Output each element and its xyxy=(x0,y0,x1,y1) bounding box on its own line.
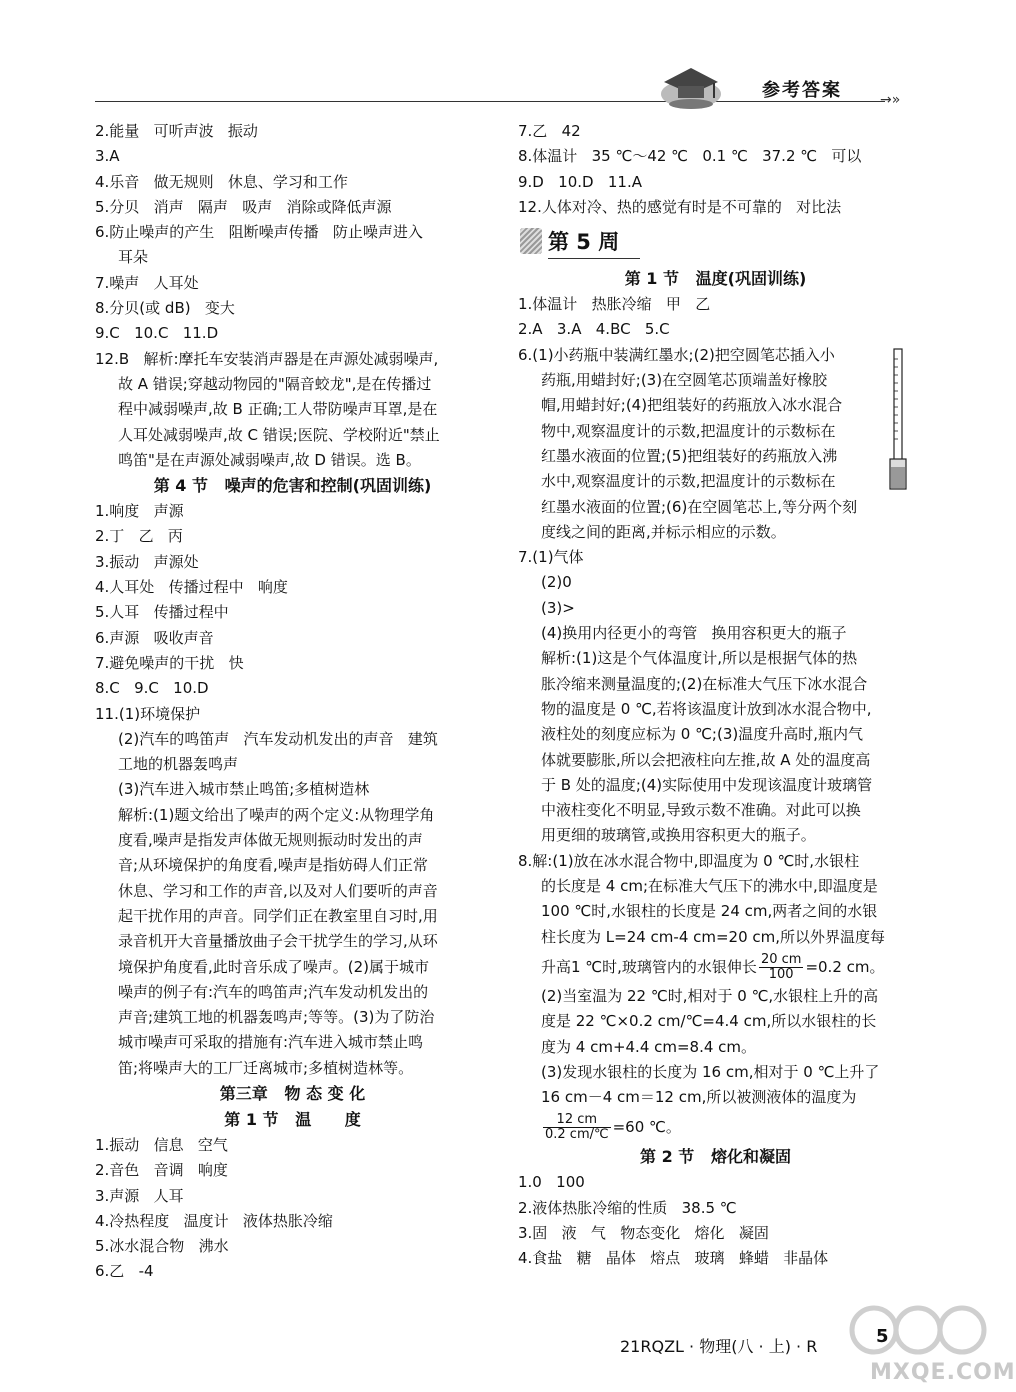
arrow-icon: →» xyxy=(880,92,901,108)
answer-line: 1.响度 声源 xyxy=(95,502,184,521)
answer-line: 工地的机器轰鸣声 xyxy=(118,755,239,774)
answer-line: 的长度是 4 cm;在标准大气压下的沸水中,即温度是 xyxy=(541,877,878,896)
answer-line: (3)汽车进入城市禁止鸣笛;多植树造林 xyxy=(118,780,370,799)
section-heading: 第 1 节 温度(巩固训练) xyxy=(624,269,807,289)
answer-line: 3.声源 人耳 xyxy=(95,1186,184,1205)
answer-line: 耳朵 xyxy=(118,248,149,267)
answer-text: =0.2 cm。 xyxy=(805,957,885,976)
answer-line: (4)换用内径更小的弯管 换用容积更大的瓶子 xyxy=(541,624,847,643)
answer-line: 9.C 10.C 11.D xyxy=(95,324,219,343)
section-heading: 第三章 物 态 变 化 xyxy=(219,1083,366,1103)
answer-line: 药瓶,用蜡封好;(3)在空圆笔芯顶端盖好橡胶 xyxy=(541,371,828,390)
fraction-numerator: 20 cm xyxy=(760,951,802,967)
answer-line: 度为 4 cm+4.4 cm=8.4 cm。 xyxy=(541,1037,757,1056)
answer-line: 12.人体对冷、热的感觉有时是不可靠的 对比法 xyxy=(518,197,842,216)
section-heading: 第 2 节 熔化和凝固 xyxy=(640,1147,791,1167)
page-number: 5 xyxy=(876,1326,889,1347)
answer-line: 7.噪声 人耳处 xyxy=(95,273,199,292)
answer-line: 声音;建筑工地的机器轰鸣声;等等。(3)为了防治 xyxy=(118,1008,435,1027)
answer-line: 2.液体热胀冷缩的性质 38.5 ℃ xyxy=(518,1198,737,1217)
answer-line: 度看,噪声是指发声体做无规则振动时发出的声 xyxy=(118,831,423,850)
fraction xyxy=(543,1113,611,1142)
fraction xyxy=(759,953,804,982)
fraction-denominator: 0.2 cm/℃ xyxy=(545,1127,609,1143)
answer-line: (3)发现水银柱的长度为 16 cm,相对于 0 ℃上升了 xyxy=(541,1062,880,1081)
watermark-text: MXQE.COM xyxy=(870,1360,1016,1385)
answer-line: 5.分贝 消声 隔声 吸声 消除或降低声源 xyxy=(95,197,392,216)
fraction-numerator: 12 cm xyxy=(543,1113,611,1128)
answer-line: 鸣笛"是在声源处减弱噪声,故 D 错误。选 B。 xyxy=(118,450,421,469)
answer-line: 7.乙 42 xyxy=(518,122,581,140)
answer-line: 9.D 10.D 11.A xyxy=(518,172,642,191)
right-column xyxy=(518,119,913,1272)
graduation-cap-icon xyxy=(656,60,726,112)
week-underline xyxy=(548,258,640,259)
answer-line: (2)0 xyxy=(541,573,572,592)
week-label: 第 5 周 xyxy=(548,230,620,255)
left-column xyxy=(95,119,490,1285)
answer-line: 100 ℃时,水银柱的长度是 24 cm,两者之间的水银 xyxy=(541,902,878,921)
answer-line: 度是 22 ℃×0.2 cm/℃=4.4 cm,所以水银柱的长 xyxy=(541,1012,877,1031)
answer-line: 2.丁 乙 丙 xyxy=(95,527,183,546)
answer-line: 解析:(1)这是个气体温度计,所以是根据气体的热 xyxy=(541,649,858,668)
answer-line: 8.解:(1)放在冰水混合物中,即温度为 0 ℃时,水银柱 xyxy=(518,851,860,870)
answer-line: 8.分贝(或 dB) 变大 xyxy=(95,299,235,318)
answer-line: 体就要膨胀,所以会把液柱向左推,故 A 处的温度高 xyxy=(541,750,871,769)
answer-line: 3.固 液 气 物态变化 熔化 凝固 xyxy=(518,1223,769,1242)
answer-line: 用更细的玻璃管,或换用容积更大的瓶子。 xyxy=(541,826,816,845)
answer-line: 程中减弱噪声,故 B 正确;工人带防噪声耳罩,是在 xyxy=(118,400,438,419)
answer-line: (2)汽车的鸣笛声 汽车发动机发出的声音 建筑 xyxy=(118,729,438,748)
week-badge-icon xyxy=(520,228,542,254)
right-top-answers xyxy=(518,119,913,220)
answer-line: 音;从环境保护的角度看,噪声是指妨碍人们正常 xyxy=(118,856,428,875)
answer-line: 于 B 处的温度;(4)实际使用中发现该温度计玻璃管 xyxy=(541,775,873,794)
answer-text: 升高1 ℃时,玻璃管内的水银伸长 xyxy=(541,957,757,976)
answer-line xyxy=(518,1110,913,1144)
section-heading: 第 1 节 温 度 xyxy=(224,1109,361,1129)
answer-line: 噪声的例子有:汽车的鸣笛声;汽车发动机发出的 xyxy=(118,982,429,1001)
answer-line: 2.能量 可听声波 振动 xyxy=(95,122,258,140)
answer-line: 度线之间的距离,并标示相应的示数。 xyxy=(541,522,786,541)
answer-line: 水中,观察温度计的示数,把温度计的示数标在 xyxy=(541,472,836,491)
answer-line: 起干扰作用的声音。同学们正在教室里自习时,用 xyxy=(118,906,438,925)
answer-line: 6.防止噪声的产生 阻断噪声传播 防止噪声进入 xyxy=(95,223,423,242)
answer-line: (2)当室温为 22 ℃时,相对于 0 ℃,水银柱上升的高 xyxy=(541,986,879,1005)
answer-line: 物中,观察温度计的示数,把温度计的示数标在 xyxy=(541,421,836,440)
answer-line xyxy=(518,950,913,984)
footer-code: 21RQZL · 物理(八 · 上) · R xyxy=(620,1337,818,1356)
answer-line: 5.冰水混合物 沸水 xyxy=(95,1237,229,1256)
answer-line: 4.食盐 糖 晶体 熔点 玻璃 蜂蜡 非晶体 xyxy=(518,1249,829,1268)
answer-line: 物的温度是 0 ℃,若将该温度计放到冰水混合物中, xyxy=(541,699,872,718)
answer-line: 柱长度为 L=24 cm-4 cm=20 cm,所以外界温度每 xyxy=(541,927,886,946)
answer-line: 5.人耳 传播过程中 xyxy=(95,603,229,622)
answer-line: 液柱处的刻度应标为 0 ℃;(3)温度升高时,瓶内气 xyxy=(541,725,863,744)
answer-line: 6.声源 吸收声音 xyxy=(95,628,214,647)
answer-line: 休息、学习和工作的声音,以及对人们要听的声音 xyxy=(118,881,438,900)
answer-line: 中液柱变化不明显,导致示数不准确。对此可以换 xyxy=(541,801,861,820)
thermometer-diagram xyxy=(885,347,911,492)
answer-line: 4.冷热程度 温度计 液体热胀冷缩 xyxy=(95,1211,333,1230)
answer-line: 6.(1)小药瓶中装满红墨水;(2)把空圆笔芯插入小 xyxy=(518,345,835,364)
answer-line: 11.(1)环境保护 xyxy=(95,704,201,723)
answer-line: 1.振动 信息 空气 xyxy=(95,1135,228,1154)
answer-line: 4.乐音 做无规则 休息、学习和工作 xyxy=(95,172,348,191)
answer-line: 红墨水液面的位置;(5)把组装好的药瓶放入沸 xyxy=(541,446,838,465)
answer-line: 胀冷缩来测量温度的;(2)在标准大气压下冰水混合 xyxy=(541,674,868,693)
answer-line: 境保护角度看,此时音乐成了噪声。(2)属于城市 xyxy=(118,957,430,976)
answer-line: 16 cm－4 cm＝12 cm,所以被测液体的温度为 xyxy=(541,1088,857,1107)
answer-line: (3)> xyxy=(541,598,575,617)
answer-line: 4.人耳处 传播过程中 响度 xyxy=(95,578,288,597)
answer-line: 8.C 9.C 10.D xyxy=(95,679,209,698)
answer-line: 2.音色 音调 响度 xyxy=(95,1161,228,1180)
answer-line: 3.A xyxy=(95,147,120,166)
answer-line: 录音机开大音量播放曲子会干扰学生的学习,从环 xyxy=(118,932,438,951)
answer-line: 1.体温计 热胀冷缩 甲 乙 xyxy=(518,295,711,314)
fraction-denominator: 100 xyxy=(768,966,794,982)
answer-line: 7.避免噪声的干扰 快 xyxy=(95,653,244,672)
answer-line: 8.体温计 35 ℃～42 ℃ 0.1 ℃ 37.2 ℃ 可以 xyxy=(518,147,862,166)
answer-line: 城市噪声可采取的措施有:汽车进入城市禁止鸣 xyxy=(118,1033,424,1052)
section-heading: 第 4 节 噪声的危害和控制(巩固训练) xyxy=(153,476,432,496)
answer-line: 解析:(1)题文给出了噪声的两个定义:从物理学角 xyxy=(118,805,435,824)
answer-line: 12.B 解析:摩托车安装消声器是在声源处减弱噪声, xyxy=(95,349,439,368)
answer-line: 故 A 错误;穿越动物园的"隔音蛟龙",是在传播过 xyxy=(118,374,432,393)
week-header xyxy=(518,224,913,264)
answer-line: 笛;将噪声大的工厂迁离城市;多植树造林等。 xyxy=(118,1058,414,1077)
answer-line: 帽,用蜡封好;(4)把组装好的药瓶放入冰水混合 xyxy=(541,396,843,415)
answer-line: 6.乙 -4 xyxy=(95,1262,154,1281)
header-title: 参考答案 xyxy=(762,80,842,101)
answer-line: 2.A 3.A 4.BC 5.C xyxy=(518,320,670,339)
answer-text: =60 ℃。 xyxy=(612,1118,681,1137)
answer-line: 3.振动 声源处 xyxy=(95,552,199,571)
answer-line: 7.(1)气体 xyxy=(518,548,584,567)
right-main-answers xyxy=(518,266,913,1271)
answer-line: 人耳处减弱噪声,故 C 错误;医院、学校附近"禁止 xyxy=(118,425,440,444)
answer-line: 1.0 100 xyxy=(518,1173,585,1192)
answer-line: 红墨水液面的位置;(6)在空圆笔芯上,等分两个刻 xyxy=(541,497,858,516)
